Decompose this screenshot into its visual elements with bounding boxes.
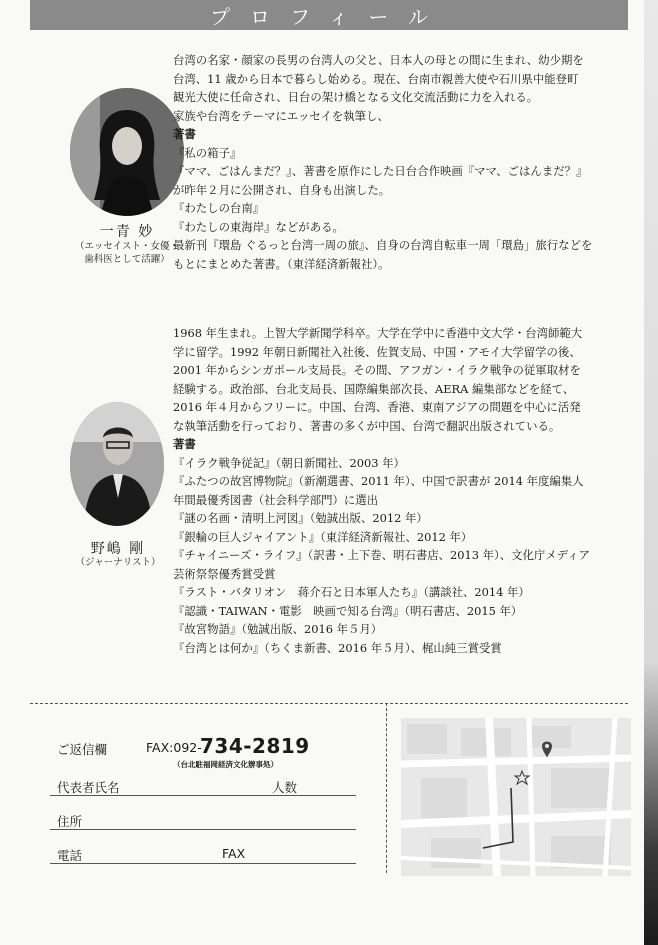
header-title: プロフィール [210,4,448,29]
portrait-woman-icon [70,88,184,216]
bio-line: 年間最優秀図書（社会科学部門）に選出 [173,492,379,507]
bio-line: 『ママ、ごはんまだ？』、著書を原作にした日台合作映画『ママ、ごはんまだ？』 [173,164,588,178]
bio-line: 1968 年生まれ。上智大学新聞学科卒。大学在学中に香港中文大学・台湾師範大 [173,326,583,340]
phone-label: 電話 [57,848,83,863]
bio-line: 台湾、11 歳から日本で暮らし始める。現在、台南市親善大使や石川県中能登町 [173,71,579,86]
page-edge-shadow [644,0,658,945]
bio-line: 家族や台湾をテーマにエッセイを執筆し、 [173,108,389,123]
profile1-photo [70,88,184,216]
profile2-role-line: （ジャーナリスト） [75,557,161,568]
bio-line: 『ふたつの故宮博物院』（新潮選書、2011 年）、中国で訳書が 2014 年度編集人 [173,474,584,488]
fax-number: 734-2819 [200,734,310,758]
bio-line: 最新刊『環島 ぐるっと台湾一周の旅』、自身の台湾自転車一周「環島」旅行などを [173,238,593,252]
bio-line: 『チャイニーズ・ライフ』（訳書・上下巻、明石書店、2013 年）、文化庁メディア [173,548,590,562]
profile2-name: 野嶋 剛 [90,541,146,557]
fax-label: FAX [222,846,246,861]
bio-line: が昨年２月に公開され、自身も出演した。 [173,182,391,197]
profile1-role-line: 歯科医として活躍） [84,254,170,265]
street-map [401,718,631,876]
representative-name-label: 代表者氏名 [57,780,120,795]
bio-line: 『わたしの台南』 [173,201,265,215]
bio-line: な執筆活動を行っており、著書の多くが中国、台湾で翻訳出版されている。 [173,418,561,433]
headcount-label: 人数 [272,780,298,795]
bio-line: 『台湾とは何か』（ちくま新書、2016 年５月）、梶山純三賞受賞 [173,640,502,655]
bio-line: 経験する。政治部、台北支局長、国際編集部次長、AERA 編集部などを経て、 [173,381,575,396]
fax-organization: （台北駐福岡経済文化辦事処） [173,760,278,769]
bio-line: 2016 年４月からフリーに。中国、台湾、香港、東南アジアの問題を中心に活発 [173,400,581,414]
cut-line [30,703,628,704]
profile-header [30,0,628,30]
fax-prefix: FAX:092- [146,740,202,755]
bio-line: 『銀輪の巨人ジャイアント』（東洋経済新報社、2012 年） [173,529,473,544]
bio-line: 2001 年からシンガポール支局長。その間、アフガン・イラク戦争の従軍取材を [173,363,581,377]
bio-line: 芸術祭祭優秀賞受賞 [173,566,276,581]
bio-line: 『故宮物語』（勉誠出版、2016 年５月） [173,622,383,636]
bio-line: 『ラスト・バタリオン 蒋介石と日本軍人たち』（講談社、2014 年） [173,585,530,599]
bio-line: 観光大使に任命され、日台の架け橋となる文化交流活動に力を入れる。 [173,90,539,104]
profile1-name: 一青 妙 [99,224,155,240]
profile2-bio [173,324,590,657]
profile1-bio [173,51,592,273]
profile2-role [60,556,176,569]
bio-line: 『わたしの東海岸』などがある。 [173,219,344,234]
bio-line: 『イラク戦争従記』（朝日新聞社、2003 年） [173,455,405,470]
address-field[interactable] [50,829,356,830]
phone-fax-field[interactable] [50,863,356,864]
reply-section-label: ご返信欄 [57,742,108,757]
location-map [401,718,631,876]
cut-line-vertical [386,703,387,873]
profile2-photo [70,402,164,526]
representative-name-field[interactable] [50,795,356,796]
bio-line: 台湾の名家・顔家の長男の台湾人の父と、日本人の母との間に生まれ、幼少期を [173,53,584,67]
bio-line: 『謎の名画・清明上河図』（勉誠出版、2012 年） [173,511,428,525]
bio-line: 学に留学。1992 年朝日新聞社入社後、佐賀支局、中国・アモイ大学留学の後、 [173,344,581,359]
bio-line: 『認識・TAIWAN・電影 映画で知る台湾』（明石書店、2015 年） [173,603,523,618]
address-label: 住所 [57,814,83,829]
bio-line: 『私の箱子』 [173,145,242,160]
portrait-man-icon [70,402,164,526]
bio-books-heading: 著書 [173,437,196,451]
bio-books-heading: 著書 [173,127,196,141]
bio-line: もとにまとめた著書。（東洋経済新報社）。 [173,256,390,271]
profile1-role-line: （エッセイスト・女優・ [75,241,179,252]
